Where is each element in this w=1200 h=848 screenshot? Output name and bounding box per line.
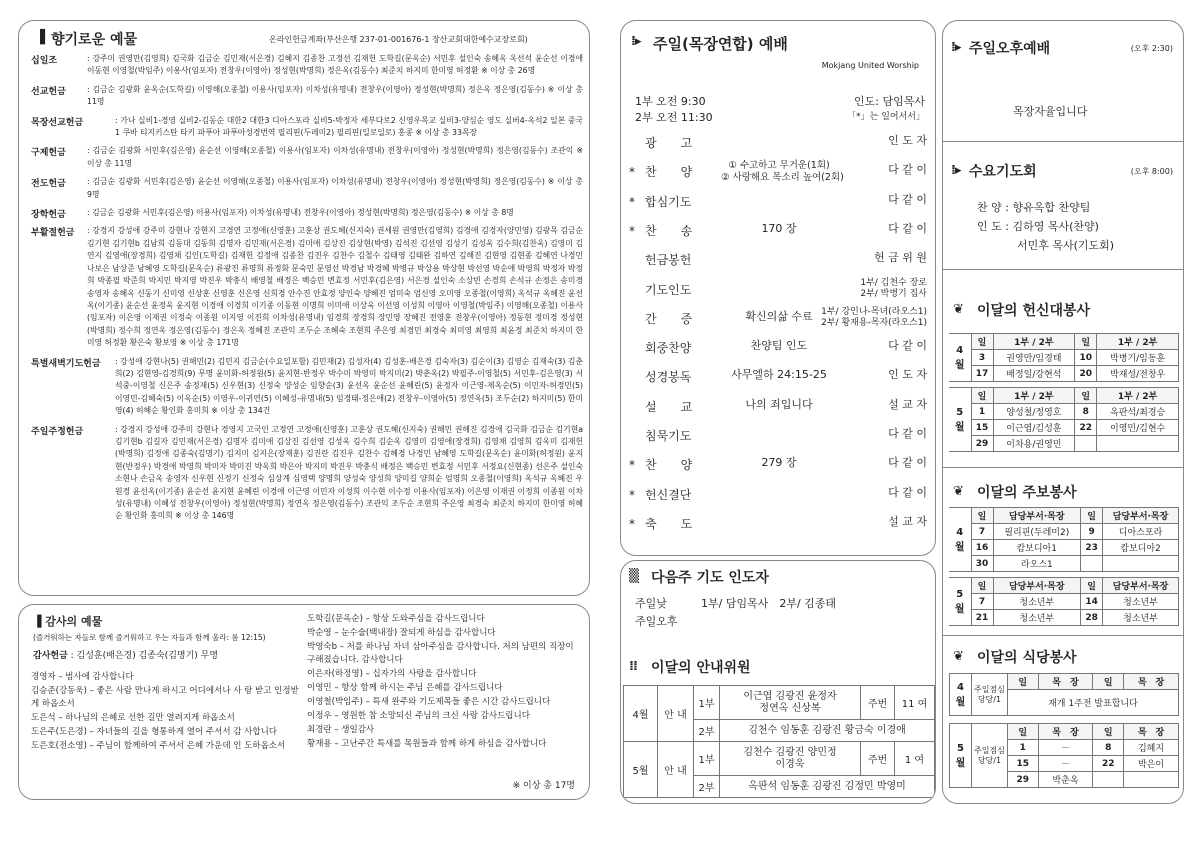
usher-names: 이근엽 김광진 윤정자 정연옥 신상복 xyxy=(720,686,861,720)
month-label: 4 월 xyxy=(950,674,972,716)
service-order-row xyxy=(621,188,936,214)
bulletin-mark: ❦ xyxy=(953,484,963,499)
thanks-total: ※ 이상 총 17명 xyxy=(512,781,575,791)
order-responsible: 다 같 이 xyxy=(888,221,927,235)
day-cell: 1 xyxy=(1007,740,1038,756)
wednesday-mark: ⁞▸ xyxy=(951,163,961,178)
day-cell: 17 xyxy=(971,366,993,382)
service-subtitle: Mokjang United Worship xyxy=(821,61,919,70)
afternoon-mark: ⁞▸ xyxy=(951,40,961,55)
usher-part: 2부 xyxy=(694,776,720,798)
order-star: * xyxy=(629,165,635,180)
order-name: 광 고 xyxy=(645,136,693,150)
thanks-entry: 박영숙b – 저를 하나님 자녀 삼아주심을 감사합니다. 저의 남편의 직장이 구해졌습니다. 감사합니다 xyxy=(307,642,574,665)
order-leader-line xyxy=(705,494,853,495)
table-head-cell: 목 장 xyxy=(1038,674,1093,690)
order-responsible: 다 같 이 xyxy=(888,427,927,440)
name-cell xyxy=(1097,436,1179,452)
ushers-mark: ⁞⁞ xyxy=(629,659,637,674)
name-cell: 옥판석/최경승 xyxy=(1097,404,1179,420)
day-cell: 21 xyxy=(971,610,993,626)
usher-month: 5월 xyxy=(624,742,658,798)
cafeteria-title: 이달의 식당봉사 xyxy=(977,650,1077,666)
service-order-row xyxy=(621,393,936,419)
offering-item xyxy=(31,115,583,140)
table-head-cell: 목 장 xyxy=(1124,724,1179,740)
day-cell: 22 xyxy=(1093,756,1124,772)
offering-item-label: 특별새벽기도헌금 xyxy=(31,358,101,369)
offering-item xyxy=(31,424,583,523)
offering-panel xyxy=(18,20,590,596)
order-responsible: 다 같 이 xyxy=(888,485,927,499)
order-detail: 170 장 xyxy=(761,221,797,235)
devotion-table xyxy=(949,333,1179,452)
service-order-row xyxy=(621,510,936,536)
next-prayer-value-1: 1부/ 담임목사 2부/ 김종태 xyxy=(701,597,837,610)
table-head-row xyxy=(950,724,1179,740)
order-detail: 찬양팀 인도 xyxy=(750,339,808,353)
table-head-cell: 목 장 xyxy=(1038,724,1093,740)
wednesday-title: 수요기도회 xyxy=(969,164,1037,180)
offering-item-text: : 김금순 김광화 서민후(김은영) 윤순선 이영해(오종철) 이용사(임포자) 이차성(유명내) 전창우(이영아) 정성현(박명희) 정은영(김동수) ※ 이상 총 9명 xyxy=(87,177,583,199)
offering-item xyxy=(31,84,583,109)
order-name: 회중찬양 xyxy=(645,341,692,356)
day-cell: 1 xyxy=(971,404,993,420)
usher-duty-label: 주번 xyxy=(861,686,895,720)
service-time-2: 2부 오전 11:30 xyxy=(635,111,713,124)
thanks-entry: 도은주(도은경) – 자녀들의 길을 형통하게 열어 주셔서 감 사합니다 xyxy=(31,727,277,737)
service-order-row xyxy=(621,217,936,243)
service-order-row xyxy=(621,481,936,507)
bulletin-title: 이달의 주보봉사 xyxy=(977,485,1077,501)
bank-account: 온라인헌금계좌(부산은행 237-01-001676-1 장산교회대한예수교장로회) xyxy=(269,35,528,44)
order-responsible: 설 교 자 xyxy=(888,397,927,411)
usher-row xyxy=(624,686,935,720)
thanks-entry: 김승준(강동욱) – 좋은 사람 만나게 하시고 어디에서나 사 랑 받고 인정받게 하옵소서 xyxy=(31,686,299,709)
afternoon-title: 주일오후예배 xyxy=(969,41,1051,57)
table-row xyxy=(949,524,1179,540)
table-head-cell: 일 xyxy=(1007,674,1038,690)
order-name: 헌금봉헌 xyxy=(645,253,692,268)
order-leader-line xyxy=(705,289,853,290)
cafeteria-text: 재개 1주전 발표합니다 xyxy=(1007,690,1178,716)
table-head-row xyxy=(950,674,1179,690)
table-row xyxy=(949,404,1179,420)
order-responsible: 다 같 이 xyxy=(888,192,927,206)
name-cell: 청소년부 xyxy=(1103,610,1179,626)
day-cell: 8 xyxy=(1075,404,1097,420)
order-name: 침묵기도 xyxy=(645,429,692,443)
name-cell: 양성철/정영호 xyxy=(993,404,1075,420)
service-panel xyxy=(620,20,936,556)
table-head-cell: 일 xyxy=(1007,724,1038,740)
usher-part: 2부 xyxy=(694,720,720,742)
service-order-row xyxy=(621,246,936,272)
thanks-entry: 도은석 – 하나님의 은혜로 선한 길만 열려지게 하옵소서 xyxy=(31,713,235,723)
day-cell: 30 xyxy=(971,556,993,572)
day-cell: 8 xyxy=(1093,740,1124,756)
order-star: * xyxy=(629,458,635,473)
day-cell xyxy=(1075,436,1097,452)
day-cell: 29 xyxy=(971,436,993,452)
table-head-cell: 일 xyxy=(1093,674,1124,690)
offering-item-label: 장학헌금 xyxy=(31,210,66,221)
day-cell: 23 xyxy=(1081,540,1103,556)
cafeteria-label: 주일점심 당당/1 xyxy=(972,724,1008,788)
afternoon-time: (오후 2:30) xyxy=(1130,44,1173,53)
table-head-cell: 1부 / 2부 xyxy=(993,334,1075,350)
offering-item-label: 십일조 xyxy=(31,56,58,66)
day-cell: 3 xyxy=(971,350,993,366)
name-cell: 박춘옥 xyxy=(1038,772,1093,788)
name-cell: 박병기/임동훈 xyxy=(1097,350,1179,366)
service-order-row xyxy=(621,158,936,184)
order-responsible: 인 도 자 xyxy=(888,368,927,382)
order-star: * xyxy=(629,516,635,531)
table-head-cell: 일 xyxy=(1093,724,1124,740)
order-name: 찬 양 xyxy=(645,165,693,180)
thanks-entry: 황재용 – 고난주간 특새를 목원들과 함께 하게 하심을 감사합니다 xyxy=(307,739,547,749)
day-cell: 14 xyxy=(1081,594,1103,610)
order-name: 헌신결단 xyxy=(645,487,692,502)
table-head-cell: 일 xyxy=(1075,334,1097,350)
table-row xyxy=(949,594,1179,610)
order-name: 간 증 xyxy=(645,311,693,326)
thanks-panel xyxy=(18,604,590,800)
name-cell: 배정일/강현석 xyxy=(993,366,1075,382)
order-name: 기도인도 xyxy=(645,282,692,297)
offering-title-mark: ▐ xyxy=(35,30,45,45)
offering-item-label: 부활절헌금 xyxy=(31,228,75,239)
divider xyxy=(943,269,1183,270)
thanks-entry: 박순영 – 눈수술(백내장) 잘되게 하심을 감사합니다 xyxy=(307,628,496,638)
thanks-title-text: 감사의 예물 xyxy=(45,615,103,628)
table-head-cell: 1부 / 2부 xyxy=(1097,388,1179,404)
offering-item-label: 전도헌금 xyxy=(31,179,66,190)
order-leader-line xyxy=(705,523,853,524)
order-leader-line xyxy=(705,435,853,436)
usher-names: 옥판석 임동훈 김광진 김정민 박영미 xyxy=(720,776,935,798)
name-cell xyxy=(1124,772,1179,788)
ushers-table xyxy=(623,685,935,798)
table-head-cell: 담당부서·목장 xyxy=(993,578,1081,594)
service-title-mark: ⁞▸ xyxy=(631,34,641,49)
month-label: 4 월 xyxy=(949,508,971,572)
offering-item xyxy=(31,225,583,349)
cafeteria-table xyxy=(949,673,1179,788)
next-prayer-label-2: 주일오후 xyxy=(635,615,678,628)
name-cell: 디아스포라 xyxy=(1103,524,1179,540)
table-head-row xyxy=(949,578,1179,594)
offering-item xyxy=(31,53,583,78)
order-star: * xyxy=(629,487,635,502)
order-detail: 279 장 xyxy=(761,456,797,470)
service-leader-note: 인도: 담임목사 xyxy=(854,95,925,108)
offering-item-text: : 김금순 김광화 윤옥순(도학길) 이영해(오종철) 이용사(임포자) 이차성(유명내) 전창우(이영아) 정성현(박명희) 정은옥 정은영(김동수) ※ 이상 총 11명 xyxy=(87,84,583,107)
name-cell: － xyxy=(1038,756,1093,772)
order-name: 성경봉독 xyxy=(645,370,692,385)
table-head-cell: 목 장 xyxy=(1124,674,1179,690)
usher-duty-label: 주번 xyxy=(861,742,895,776)
order-responsible: 헌 금 위 원 xyxy=(874,251,927,265)
thanks-left-column xyxy=(31,671,301,754)
order-responsible: 다 같 이 xyxy=(888,163,927,177)
next-prayer-title: 다음주 기도 인도자 xyxy=(651,570,769,586)
service-time-1: 1부 오전 9:30 xyxy=(635,95,706,108)
offering-item xyxy=(31,356,583,418)
cafeteria-mark: ❦ xyxy=(953,649,963,664)
offering-item-label: 주일주정헌금 xyxy=(31,426,84,437)
usher-part: 1부 xyxy=(694,742,720,776)
name-cell: 캄보디아2 xyxy=(1103,540,1179,556)
spacer xyxy=(950,716,1179,724)
name-cell: 캄보디아1 xyxy=(993,540,1081,556)
order-leader-line xyxy=(705,142,853,143)
offering-list xyxy=(31,53,583,529)
month-label: 5 월 xyxy=(949,578,971,626)
day-cell: 16 xyxy=(971,540,993,556)
table-head-cell: 일 xyxy=(1075,388,1097,404)
table-head-row xyxy=(949,508,1179,524)
thanks-entry: 이정우 – 영원한 참 소망되신 주님의 크신 사랑 감사드립니다 xyxy=(307,711,530,721)
table-head-row xyxy=(949,388,1179,404)
day-cell: 22 xyxy=(1075,420,1097,436)
order-name: 합심기도 xyxy=(645,194,692,209)
name-cell: 필리핀(두레미2) xyxy=(993,524,1081,540)
offering-title: 향기로운 예물 xyxy=(51,32,138,48)
next-prayer-label-1: 주일낮 xyxy=(635,597,667,610)
service-title: 주일(목장연합) 예배 xyxy=(653,35,788,53)
usher-names: 김천수 임동훈 김광진 황금숙 이경애 xyxy=(720,720,935,742)
day-cell: 9 xyxy=(1081,524,1103,540)
order-name: 찬 송 xyxy=(645,223,693,238)
divider xyxy=(943,141,1183,142)
devotion-title: 이달의 헌신대봉사 xyxy=(977,303,1091,319)
table-head-cell: 1부 / 2부 xyxy=(993,388,1075,404)
thanks-head-text: 김성훈(배은경) 김종숙(김명기) 무명 xyxy=(76,651,219,661)
thanks-title: ▐ 감사의 예물 xyxy=(33,615,103,628)
thanks-entry: 도은호(전소영) – 주님이 함께하여 주셔서 은혜 가운데 인 도하옵소서 xyxy=(31,741,286,751)
day-cell xyxy=(1093,772,1124,788)
table-row xyxy=(949,540,1179,556)
order-detail: 사무엘하 24:15-25 xyxy=(731,368,827,382)
thanks-verse: (즐거워하는 자들로 함께 즐거워하고 우는 자들과 함께 울라: 롬 12:15) xyxy=(33,633,266,642)
divider xyxy=(943,635,1183,636)
day-cell xyxy=(1081,556,1103,572)
table-head-cell: 일 xyxy=(971,578,993,594)
day-cell: 20 xyxy=(1075,366,1097,382)
ushers-title: 이달의 안내위원 xyxy=(651,660,751,676)
order-name: 설 교 xyxy=(645,399,693,414)
wednesday-line-1: 찬 양 : 향유옥합 찬양팀 xyxy=(977,201,1091,214)
name-cell: 청소년부 xyxy=(1103,594,1179,610)
offering-item-text: : 강성애 강현나(5) 권해민(2) 김민지 김금순(수요일포함) 김민재(2) 김성자(4) 김성훈-배은경 김숙자(3) 김순이(3) 김영순 김재숙(3) 김춘희(2) 김현영-김경희(9) 무명 윤미화-허정원(5) 윤지현-반정우 박수미 박영미 박지미(2) 박춘옥(2) 박필주-이영철(5) 서민후-김은영(3) 서석중-이영철 신은주 송정재(5) 신우현(3) 신정숙 양성순 임향순(3) 윤선옥 윤순선 윤혜린(5) 윤정자 이근영-제옥순(5) 이민자-허정민(5) 이영민-김혜숙(5) 이옥순(5) 이영우-이귀연(5) 이혜성-유명내(5) 임경태-정은애(2) 전창우-이영아(5) 정연옥(5) 조두순(2) 하지미(5) 한미영(4) 허혜순 황인화 홍미희 ※ 이상 총 134건 xyxy=(115,356,583,416)
offering-item-text: : 강경지 강성애 강주미 강현나 경영지 고국인 고정연 고정애(신영훈) 고훈상 권도혜(신지숙) 권해민 권해진 김경애 김국화 김금순 김기현a 김기현b 김길자 김민재(서은경) 김명자 김미애 김상진 김선영 김성욱 김수희 김순옥 김영미 김영애(장경희) 김영채 김영희 김옥미 김재헌(박명희) 김정애 김종숙(김명기) 김지미 김지은(장재훈) 김진란 김진우 김찬수 김혜경 나경민 남혜영 도학길(문옥순) 윤미화(허정원) 윤지현(반정우) 박경애 박영희 박미자 박미진 박옥희 박은아 박지미 박진우 박충식 배정은 백승민 변효정 서민후 서정요(신현종) 선은주 설인숙 소현나 손금옥 송영자 신우현 신정기 신정숙 심상계 심영택 양명희 양성숙 양성희 양미길 양희순 엄명희 오종철(이영희) 옥석규 옥혜진 우원경 윤선옥(이기종) 윤순선 윤지현 윤혜린 이경애 이근영 이민자 이성희 이수현 이수정 이용사(임포자) 이은영 이재권 이정희 이종원 이차성(유명내) 이혜성 전창우(이영아) 정성현(박명희) 정연옥 정은영(김동수) 조관익 조두순 조현희 주은영 최경숙 최준치 하지미 한미영 허혜순 황인화 홍미희 ※ 이상 총 146명 xyxy=(115,424,583,521)
day-cell: 15 xyxy=(1007,756,1038,772)
thanks-entry: 도학길(문옥순) – 항상 도와주심을 감사드립니다 xyxy=(307,614,485,624)
offering-item xyxy=(31,176,583,201)
table-head-cell: 일 xyxy=(971,388,993,404)
table-row xyxy=(949,610,1179,626)
month-label: 4 월 xyxy=(949,334,971,382)
name-cell xyxy=(1103,556,1179,572)
name-cell: 라오스1 xyxy=(993,556,1081,572)
order-responsible: 1부/ 강인나-목녀(라오스1) 2부/ 황재용-목자(라오스1) xyxy=(821,306,927,328)
day-cell: 10 xyxy=(1075,350,1097,366)
table-row xyxy=(949,420,1179,436)
spacer-row xyxy=(950,716,1179,724)
service-order-row xyxy=(621,276,936,302)
offering-item-label: 목장선교헌금 xyxy=(31,117,84,128)
right-panel xyxy=(942,20,1184,804)
day-cell: 29 xyxy=(1007,772,1038,788)
offering-item-label: 선교헌금 xyxy=(31,86,66,97)
thanks-entry: 이영민 – 항상 함께 하시는 주님 은혜를 감사드립니다 xyxy=(307,683,503,693)
thanks-entry: 경영자 – 범사에 감사합니다 xyxy=(31,672,134,682)
wednesday-time: (오후 8:00) xyxy=(1130,167,1173,176)
name-cell: 이차용/권영민 xyxy=(993,436,1075,452)
offering-item-text: : 강주미 권영만(김영희) 김국화 김금순 김민재(서은경) 김혜지 김종찬 고정선 김재헌 도학길(문옥순) 서민후 설인숙 송혜옥 옥선석 윤순선 이경애 이동현 이영철(박임주) 이용사(임포자) 전창우(이영아) 정성현(박명희) 정은옥(김동수) 최준치 하지미 한미영 허정환 ※ 이상 총 26명 xyxy=(87,54,583,76)
thanks-head: 감사헌금 : 김성훈(배은경) 김종숙(김명기) 무명 xyxy=(33,651,219,661)
table-head-cell: 담당부서·목장 xyxy=(993,508,1081,524)
bulletin-table xyxy=(949,507,1179,626)
day-cell: 7 xyxy=(971,524,993,540)
name-cell: 청소년부 xyxy=(993,610,1081,626)
thanks-right-column xyxy=(307,613,583,752)
next-ushers-panel xyxy=(620,560,936,804)
usher-role: 안 내 xyxy=(658,742,694,798)
next-prayer-mark: ▒ xyxy=(629,569,638,584)
order-responsible: 설 교 자 xyxy=(888,514,927,528)
wednesday-line-2: 인 도 : 김하영 목사(찬양) xyxy=(977,220,1099,233)
offering-item-label: 구제헌금 xyxy=(31,148,66,159)
order-leader-line xyxy=(705,259,853,260)
usher-duty: 11 여 xyxy=(895,686,935,720)
table-head-cell: 일 xyxy=(1081,578,1103,594)
afternoon-text: 목장자율입니다 xyxy=(1013,105,1088,118)
day-cell: 28 xyxy=(1081,610,1103,626)
order-responsible: 1부/ 김천수 장로 2부/ 박병기 집사 xyxy=(860,277,927,299)
service-order-row xyxy=(621,334,936,360)
offering-item-text: : 가나 실비1-경영 실비2-김동순 대한2 대한3 디아스포라 실비5-박정자 세부다로2 신영우목교 실비3-양심순 영도 실버4-옥석2 일본 중국1 쿠바 티지키스탄 타키 파푸아 파푸아성경번역 필리핀(두레미2) 필리핀(일로일로) 홍콩 ※ 이상 총 33목장 xyxy=(115,115,583,138)
order-detail: 확신의삶 수료 xyxy=(745,309,813,323)
usher-part: 1부 xyxy=(694,686,720,720)
order-responsible: 인 도 자 xyxy=(888,134,927,147)
table-row xyxy=(949,366,1179,382)
table-head-cell: 1부 / 2부 xyxy=(1097,334,1179,350)
offering-item-text: : 김금순 김광화 서민후(김은영) 이용사(임포자) 이차성(유명내) 전창우(이영아) 정성현(박명희) 정은영(김동수) ※ 이상 총 8명 xyxy=(87,208,514,218)
order-star: * xyxy=(629,194,635,209)
name-cell: 권영만/임경태 xyxy=(993,350,1075,366)
order-detail: 나의 죄입니다 xyxy=(745,397,813,411)
thanks-head-label: 감사헌금 xyxy=(33,651,68,661)
service-order-row xyxy=(621,451,936,477)
order-responsible: 다 같 이 xyxy=(888,339,927,353)
table-head-cell: 담당부서·목장 xyxy=(1103,578,1179,594)
thanks-entry: 최경란 – 생일감사 xyxy=(307,725,375,735)
table-row xyxy=(949,436,1179,452)
order-star: * xyxy=(629,223,635,238)
usher-role: 안 내 xyxy=(658,686,694,742)
table-head-cell: 담당부서·목장 xyxy=(1103,508,1179,524)
name-cell: 박은이 xyxy=(1124,756,1179,772)
day-cell: 7 xyxy=(971,594,993,610)
thanks-entry: 이영철(박임주) – 특새 완주와 기도제목들 좋은 시간 감사드립니다 xyxy=(307,697,551,707)
service-stand-note: 「*」는 일어서서」 xyxy=(847,112,925,122)
divider xyxy=(943,467,1183,468)
month-label: 5 월 xyxy=(950,724,972,788)
usher-duty: 1 여 xyxy=(895,742,935,776)
cafeteria-label: 주일점심 당당/1 xyxy=(972,674,1008,716)
usher-month: 4월 xyxy=(624,686,658,742)
table-head-cell: 일 xyxy=(971,508,993,524)
name-cell: 청소년부 xyxy=(993,594,1081,610)
name-cell: 이영민/김현수 xyxy=(1097,420,1179,436)
service-order-row xyxy=(621,422,936,448)
table-head-cell: 일 xyxy=(971,334,993,350)
table-row xyxy=(949,556,1179,572)
offering-item xyxy=(31,145,583,170)
offering-item xyxy=(31,207,583,219)
table-head-row xyxy=(949,334,1179,350)
service-order-row xyxy=(621,363,936,389)
name-cell: 박재성/전창우 xyxy=(1097,366,1179,382)
offering-item-text: : 김금순 김광화 서민후(김은영) 윤순선 이영해(오종철) 이용사(임포자) 이차성(유명내) 전창우(이영아) 정성현(박명희) 정은영(김동수) 조관익 ※ 이상 총 11명 xyxy=(87,146,583,168)
order-responsible: 다 같 이 xyxy=(888,456,927,470)
service-order-row xyxy=(621,129,936,155)
wednesday-line-3: 서민후 목사(기도회) xyxy=(1017,239,1115,252)
order-detail: ① 수고하고 무거운(1회) ② 사랑해요 목소리 높여(2회) xyxy=(721,160,844,184)
table-row xyxy=(949,350,1179,366)
order-name: 축 도 xyxy=(645,516,693,531)
order-name: 찬 양 xyxy=(645,458,693,473)
table-head-cell: 일 xyxy=(1081,508,1103,524)
name-cell: 이근엽/김성훈 xyxy=(993,420,1075,436)
usher-names: 김천수 김광진 양민정 이경욱 xyxy=(720,742,861,776)
thanks-entry: 이은자(하정영) – 십자가의 사랑을 감사합니다 xyxy=(307,669,477,679)
offering-item-text: : 강경지 강성애 강주미 강현나 강현지 고경연 고정애(신영훈) 고훈상 권도혜(신지숙) 권세원 권영만(김영희) 김경애 김경자(양민영) 김광목 김금순 김기현 김기현b 김남희 김동대 김동희 김명자 김민재(서은경) 김미애 김상진 김상현(박영) 김석진 김선영 김성기 김성욱 김수희(김찬욱) 김영미 김연지 김영애(장경희) 김영채 김인(도학길) 김재헌 김정애 김종찬 김진우 김찬수 김철수 김태영 김태완 김하연 김해진 김현영 김현종 김혜연 나경민 나보은 남상준 남혜영 도학길(문옥순) 류광진 류명희 류정화 문숙민 문영선 박경남 박경혜 박병규 박상용 박상현 박선영 박순애 박영희 박정자 박정희 박종필 박준희 박지민 박지영 박진우 박충식 배영철 배정은 백승민 변효정 서민후(김은영) 서은경 설인숙 소상빈 손경희 손석규 손정은 송미경 송영자 송혜옥 신동기 신미영 신상훈 신영훈 신은영 신희경 안수진 안효정 양인숙 양혜진 엄미숙 엄신영 오미영 오종철(이영희) 옥석규 옥혜진 윤선옥(이기종) 윤순선 윤정욱 윤지현 이경애 이경희 이기종 이동현 이명희 이미애 이상욱 이선영 이성희 이영아 이영철(박임주) 이영해(오종철) 이용사(임포자) 이은영 이재권 이정숙 이종원 이지영 이진희 이차성(유명내) 임경희 장경희 장민영 장혜진 전영훈 전창우(이영아) 정동현 정미경 정성현(박명희) 정수희 정연옥 정은영(김동수) 정은옥 정혜진 조관익 조두순 조혜숙 조현희 주은영 최경민 최경숙 최미영 최영희 최윤정 최준치 하지미 한미영 허정환 황은숙 황보영 ※ 이상 총 171명 xyxy=(87,226,583,348)
service-order-row xyxy=(621,305,936,331)
month-label: 5 월 xyxy=(949,388,971,452)
name-cell: 김혜지 xyxy=(1124,740,1179,756)
devotion-mark: ❦ xyxy=(953,302,963,317)
name-cell: － xyxy=(1038,740,1093,756)
order-leader-line xyxy=(705,201,853,202)
usher-row xyxy=(624,742,935,776)
day-cell: 15 xyxy=(971,420,993,436)
